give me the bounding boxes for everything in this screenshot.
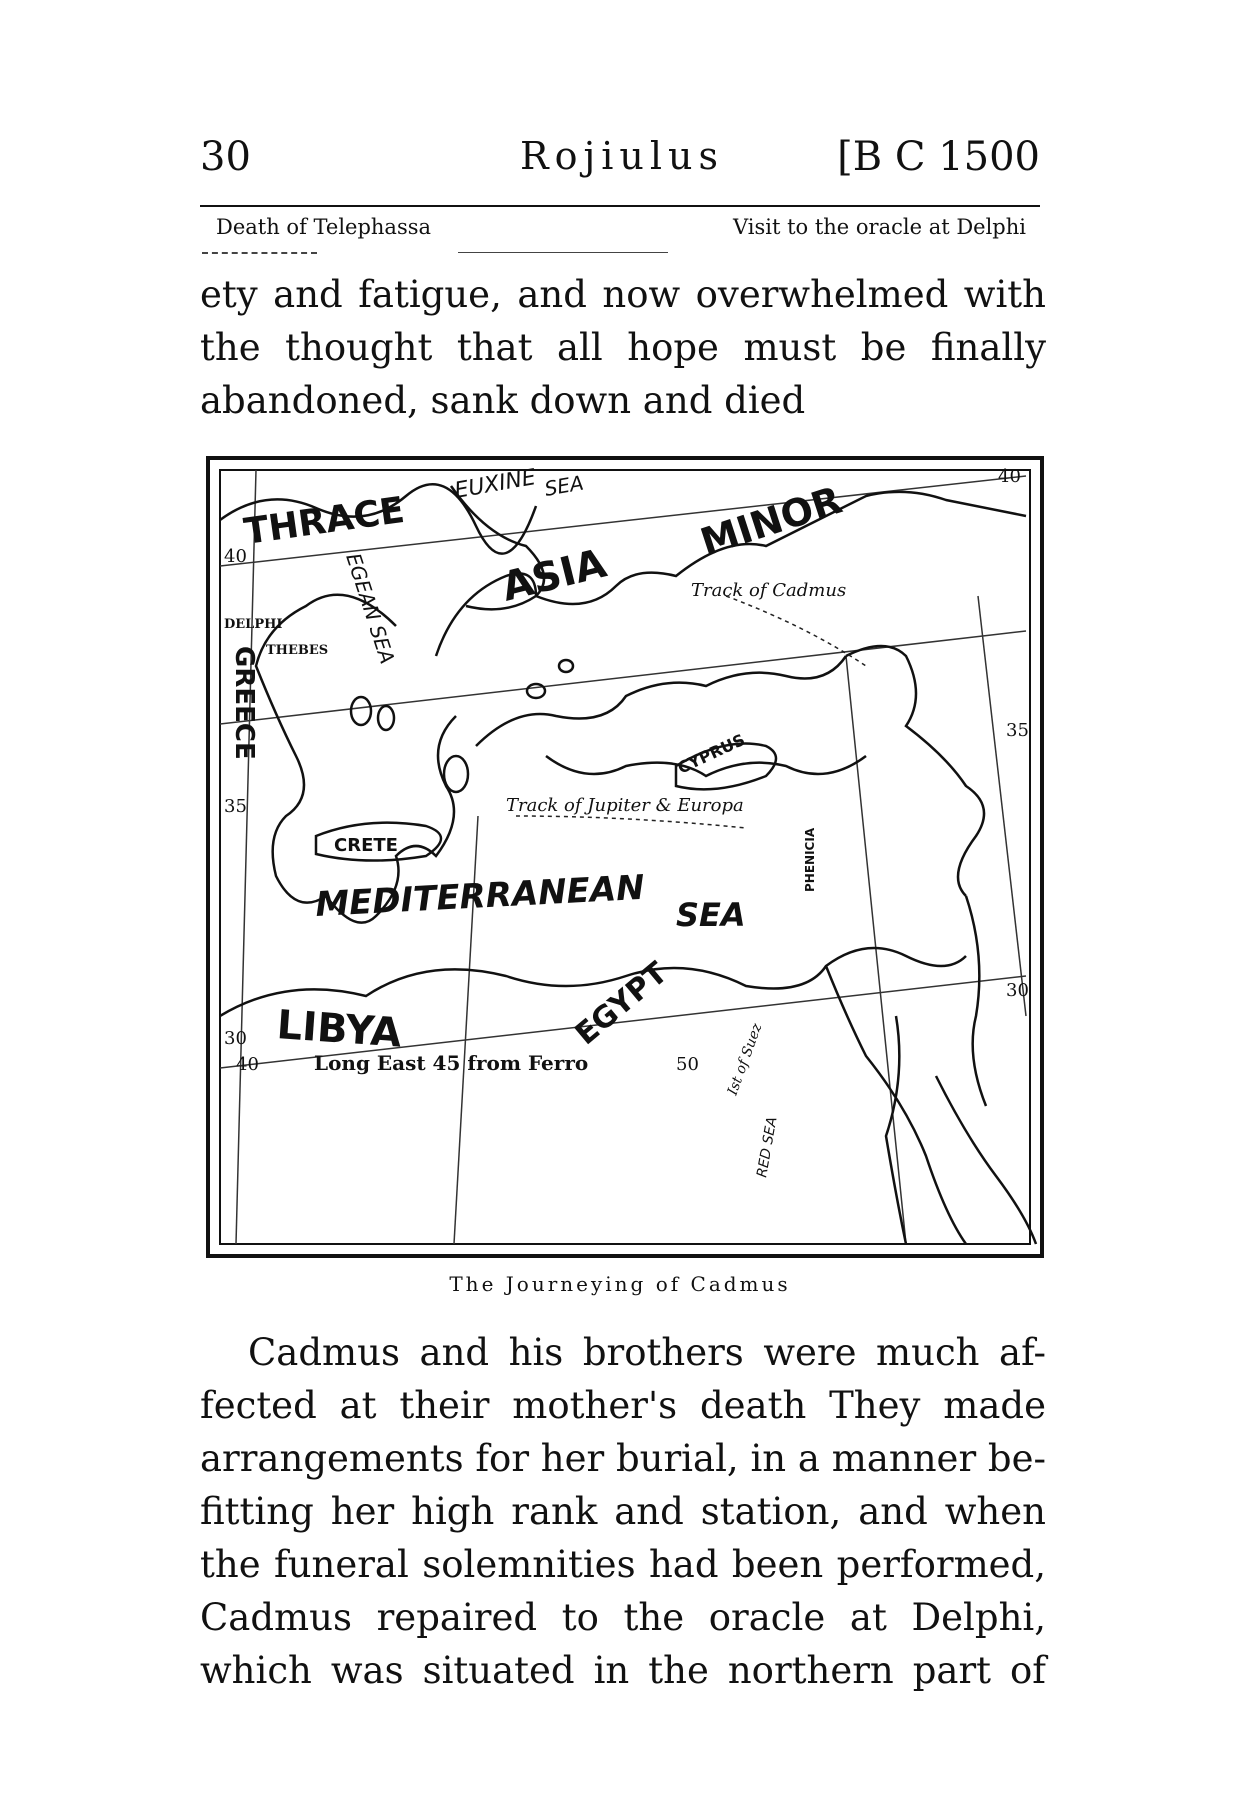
text-line: the funeral solemnities had been performed,	[200, 1543, 1046, 1586]
map-label-asia: ASIA	[497, 540, 611, 611]
text-line: abandoned, sank down and died	[200, 379, 806, 422]
map-label-mediterranean: MEDITERRANEAN	[314, 867, 646, 925]
map-label-track-cadmus: Track of Cadmus	[691, 580, 847, 601]
lat-label: 30	[224, 1028, 247, 1049]
lon-label: 50	[676, 1054, 699, 1075]
map-label-red-sea: RED SEA	[754, 1115, 781, 1179]
subheader-dash-right	[458, 252, 668, 253]
text-line: the thought that all hope must be finally	[200, 326, 1046, 369]
text-line: Cadmus and his brothers were much af-	[248, 1331, 1046, 1374]
map-label-euxine-sea: SEA	[542, 470, 586, 501]
running-title: Rojiulus	[520, 134, 725, 178]
running-header	[200, 134, 1040, 184]
map-label-isthmus: Ist of Suez	[724, 1021, 766, 1098]
text-line: Cadmus repaired to the oracle at Delphi,	[200, 1596, 1046, 1639]
lat-label: 30	[1006, 980, 1029, 1001]
map-label-thrace: THRACE	[241, 489, 407, 553]
map-label-egypt: EGYPT	[568, 955, 675, 1053]
paragraph-bottom	[200, 1326, 1046, 1697]
lat-label: 35	[224, 796, 247, 817]
map-illustration	[206, 456, 1044, 1258]
map-label-egean-sea: EGEAN SEA	[341, 550, 400, 667]
subheader-left: Death of Telephassa	[216, 215, 432, 239]
text-line: arrangements for her burial, in a manner be-	[200, 1437, 1046, 1480]
map-label-track-europa: Track of Jupiter & Europa	[506, 795, 744, 816]
subheader-right: Visit to the oracle at Delphi	[732, 215, 1026, 239]
map-label-mediterranean-sea: SEA	[676, 896, 746, 934]
map-label-crete: CRETE	[334, 835, 398, 856]
header-rule	[200, 205, 1040, 207]
text-line: fected at their mother's death They made	[200, 1384, 1046, 1427]
map-label-cyprus: CYPRUS	[674, 730, 748, 778]
lat-label: 35	[1006, 720, 1029, 741]
map-label-minor: MINOR	[695, 477, 847, 565]
page-number: 30	[200, 134, 251, 180]
map-label-libya: LIBYA	[275, 1002, 403, 1057]
text-line: ety and fatigue, and now overwhelmed with	[200, 273, 1046, 316]
lon-label: 40	[236, 1054, 259, 1075]
text-line: which was situated in the northern part of	[200, 1649, 1046, 1692]
date-label: [B C 1500	[837, 134, 1040, 180]
map-label-phenicia: PHENICIA	[803, 827, 817, 892]
map-label-delphi: DELPHI	[224, 617, 283, 632]
map-label-thebes: THEBES	[266, 643, 329, 658]
lat-label: 40	[224, 546, 247, 567]
figure-caption: The Journeying of Cadmus	[449, 1272, 791, 1296]
paragraph-top	[200, 268, 1046, 427]
lat-label: 40	[998, 466, 1021, 487]
map-bottom-label: Long East 45 from Ferro	[314, 1051, 589, 1075]
map-label-greece: GREECE	[229, 646, 259, 760]
map-label-euxine: EUXINE	[452, 465, 538, 504]
text-line: fitting her high rank and station, and when	[200, 1490, 1046, 1533]
subheader-dash-left	[202, 252, 317, 254]
